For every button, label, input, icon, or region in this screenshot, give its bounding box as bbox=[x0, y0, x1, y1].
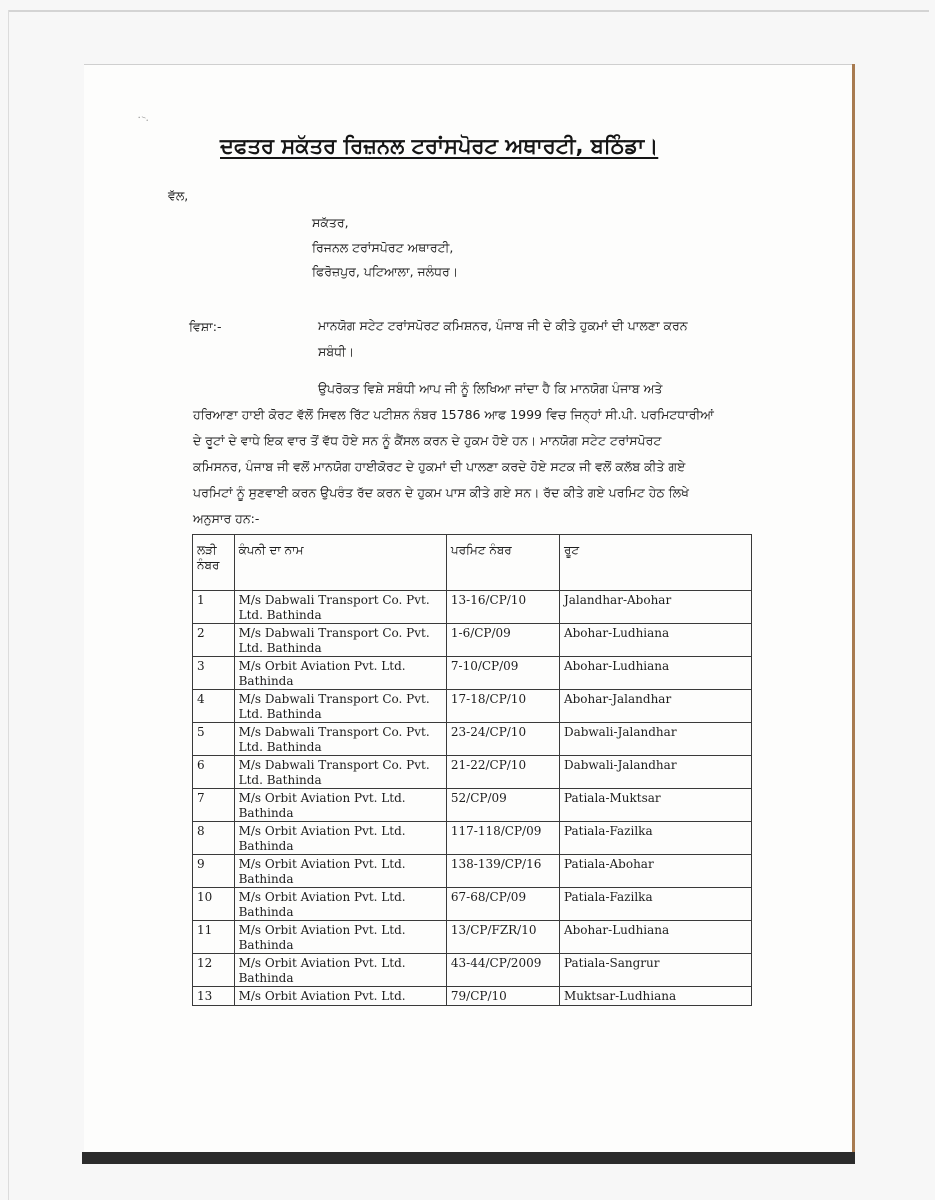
route-cell: Jalandhar-Abohar bbox=[559, 591, 751, 624]
table-row bbox=[193, 822, 752, 855]
route-cell: Abohar-Jalandhar bbox=[559, 690, 751, 723]
company-cell: M/s Orbit Aviation Pvt. Ltd. Bathinda bbox=[234, 954, 446, 987]
route-cell: Patiala-Abohar bbox=[559, 855, 751, 888]
address-line-2: ਰਿਜਨਲ ਟਰਾਂਸਪੋਰਟ ਅਥਾਰਟੀ, bbox=[312, 240, 454, 255]
route-cell: Muktsar-Ludhiana bbox=[559, 987, 751, 1006]
address-line-3: ਫਿਰੋਜ਼ਪੁਰ, ਪਟਿਆਲਾ, ਜਲੰਧਰ। bbox=[312, 264, 459, 279]
company-cell: M/s Dabwali Transport Co. Pvt. Ltd. Bathinda bbox=[234, 690, 446, 723]
company-cell: M/s Orbit Aviation Pvt. Ltd. Bathinda bbox=[234, 855, 446, 888]
table-body bbox=[193, 591, 752, 1006]
table-row bbox=[193, 954, 752, 987]
body-line-2: ਹਰਿਆਣਾ ਹਾਈ ਕੋਰਟ ਵੱਲੋਂ ਸਿਵਲ ਰਿੱਟ ਪਟੀਸ਼ਨ ਨੰਬਰ 15786 ਆਫ 1999 ਵਿਚ ਜਿਨ੍ਹਾਂ ਸੀ.ਪੀ. ਪਰਮਿਟਧਾਰੀਆਂ bbox=[193, 407, 714, 422]
subject-line-1: ਮਾਨਯੋਗ ਸਟੇਟ ਟਰਾਂਸਪੋਰਟ ਕਮਿਸ਼ਨਰ, ਪੰਜਾਬ ਜੀ ਦੇ ਕੀਤੇ ਹੁਕਮਾਂ ਦੀ ਪਾਲਣਾ ਕਰਨ bbox=[318, 318, 688, 333]
company-cell: M/s Orbit Aviation Pvt. Ltd. Bathinda bbox=[234, 888, 446, 921]
header-company-name: ਕੰਪਨੀ ਦਾ ਨਾਮ bbox=[234, 535, 446, 591]
permit-cell: 17-18/CP/10 bbox=[446, 690, 559, 723]
company-cell: M/s Dabwali Transport Co. Pvt. Ltd. Bathinda bbox=[234, 591, 446, 624]
table-row bbox=[193, 855, 752, 888]
route-cell: Abohar-Ludhiana bbox=[559, 921, 751, 954]
route-cell: Dabwali-Jalandhar bbox=[559, 723, 751, 756]
table-row bbox=[193, 690, 752, 723]
serial-cell: 8 bbox=[193, 822, 235, 855]
table-row bbox=[193, 921, 752, 954]
body-line-3: ਦੇ ਰੂਟਾਂ ਦੇ ਵਾਧੇ ਇਕ ਵਾਰ ਤੋਂ ਵੱਧ ਹੋਏ ਸਨ ਨੂੰ ਕੈਂਸਲ ਕਰਨ ਦੇ ਹੁਕਮ ਹੋਏ ਹਨ। ਮਾਨਯੋਗ ਸਟੇਟ ਟਰਾਂਸਪੋਰਟ bbox=[193, 433, 662, 448]
company-cell: M/s Dabwali Transport Co. Pvt. Ltd. Bathinda bbox=[234, 624, 446, 657]
company-cell: M/s Orbit Aviation Pvt. Ltd. Bathinda bbox=[234, 789, 446, 822]
letter-heading: ਦਫਤਰ ਸਕੱਤਰ ਰਿਜ਼ਨਲ ਟਰਾਂਸਪੋਰਟ ਅਥਾਰਟੀ, ਬਠਿੰਡਾ। bbox=[220, 134, 659, 158]
serial-cell: 5 bbox=[193, 723, 235, 756]
permit-cell: 79/CP/10 bbox=[446, 987, 559, 1006]
cancelled-permits-table bbox=[192, 534, 752, 1006]
company-cell: M/s Dabwali Transport Co. Pvt. Ltd. Bathinda bbox=[234, 756, 446, 789]
table-row bbox=[193, 723, 752, 756]
table-header-row bbox=[193, 535, 752, 591]
subject-label: ਵਿਸ਼ਾ:- bbox=[189, 319, 222, 334]
table-row bbox=[193, 624, 752, 657]
serial-cell: 13 bbox=[193, 987, 235, 1006]
to-label: ਵੱਲ, bbox=[168, 188, 189, 203]
route-cell: Patiala-Muktsar bbox=[559, 789, 751, 822]
table-row bbox=[193, 657, 752, 690]
serial-cell: 1 bbox=[193, 591, 235, 624]
route-cell: Patiala-Sangrur bbox=[559, 954, 751, 987]
serial-cell: 4 bbox=[193, 690, 235, 723]
route-cell: Abohar-Ludhiana bbox=[559, 624, 751, 657]
serial-cell: 7 bbox=[193, 789, 235, 822]
table-row bbox=[193, 756, 752, 789]
route-cell: Patiala-Fazilka bbox=[559, 822, 751, 855]
serial-cell: 10 bbox=[193, 888, 235, 921]
permit-cell: 13/CP/FZR/10 bbox=[446, 921, 559, 954]
page-bottom-shadow bbox=[82, 1152, 855, 1164]
permit-cell: 1-6/CP/09 bbox=[446, 624, 559, 657]
route-cell: Dabwali-Jalandhar bbox=[559, 756, 751, 789]
serial-cell: 6 bbox=[193, 756, 235, 789]
permit-cell: 21-22/CP/10 bbox=[446, 756, 559, 789]
body-line-6: ਅਨੁਸਾਰ ਹਨ:- bbox=[193, 511, 260, 526]
serial-cell: 11 bbox=[193, 921, 235, 954]
permit-cell: 52/CP/09 bbox=[446, 789, 559, 822]
body-line-4: ਕਮਿਸਨਰ, ਪੰਜਾਬ ਜੀ ਵਲੋਂ ਮਾਨਯੋਗ ਹਾਈਕੋਰਟ ਦੇ ਹੁਕਮਾਂ ਦੀ ਪਾਲਣਾ ਕਰਦੇ ਹੋਏ ਸਟਕ ਜੀ ਵਲੋਂ ਕਲੱਬ ਕੀਤੇ ਗਏ bbox=[193, 459, 686, 474]
header-route: ਰੂਟ bbox=[559, 535, 751, 591]
route-cell: Patiala-Fazilka bbox=[559, 888, 751, 921]
photo-left-edge bbox=[8, 10, 9, 1200]
body-line-5: ਪਰਮਿਟਾਂ ਨੂੰ ਸੁਣਵਾਈ ਕਰਨ ਉਪਰੰਤ ਰੱਦ ਕਰਨ ਦੇ ਹੁਕਮ ਪਾਸ ਕੀਤੇ ਗਏ ਸਨ। ਰੱਦ ਕੀਤੇ ਗਏ ਪਰਮਿਟ ਹੇਠ ਲਿਖੇ bbox=[193, 485, 689, 500]
subject-line-2: ਸਬੰਧੀ। bbox=[318, 344, 355, 359]
table-row bbox=[193, 789, 752, 822]
permit-cell: 138-139/CP/16 bbox=[446, 855, 559, 888]
table-row bbox=[193, 888, 752, 921]
body-paragraph bbox=[193, 376, 748, 532]
permit-cell: 117-118/CP/09 bbox=[446, 822, 559, 855]
permit-cell: 67-68/CP/09 bbox=[446, 888, 559, 921]
paper-smudge: ·⁻· bbox=[135, 112, 151, 127]
permit-cell: 23-24/CP/10 bbox=[446, 723, 559, 756]
photo-top-edge bbox=[8, 10, 929, 12]
serial-cell: 2 bbox=[193, 624, 235, 657]
serial-cell: 9 bbox=[193, 855, 235, 888]
permit-cell: 7-10/CP/09 bbox=[446, 657, 559, 690]
body-line-1: ਉਪਰੋਕਤ ਵਿਸ਼ੇ ਸਬੰਧੀ ਆਪ ਜੀ ਨੂੰ ਲਿਖਿਆ ਜਾਂਦਾ ਹੈ ਕਿ ਮਾਨਯੋਗ ਪੰਜਾਬ ਅਤੇ bbox=[318, 381, 663, 396]
company-cell: M/s Orbit Aviation Pvt. Ltd. Bathinda bbox=[234, 657, 446, 690]
company-cell: M/s Orbit Aviation Pvt. Ltd. Bathinda bbox=[234, 822, 446, 855]
company-cell: M/s Orbit Aviation Pvt. Ltd. bbox=[234, 987, 446, 1006]
serial-cell: 12 bbox=[193, 954, 235, 987]
permit-cell: 43-44/CP/2009 bbox=[446, 954, 559, 987]
permit-cell: 13-16/CP/10 bbox=[446, 591, 559, 624]
company-cell: M/s Orbit Aviation Pvt. Ltd. Bathinda bbox=[234, 921, 446, 954]
header-permit-number: ਪਰਮਿਟ ਨੰਬਰ bbox=[446, 535, 559, 591]
serial-cell: 3 bbox=[193, 657, 235, 690]
route-cell: Abohar-Ludhiana bbox=[559, 657, 751, 690]
company-cell: M/s Dabwali Transport Co. Pvt. Ltd. Bathinda bbox=[234, 723, 446, 756]
header-serial-number: ਲੜੀ ਨੰਬਰ bbox=[193, 535, 235, 591]
table-row bbox=[193, 987, 752, 1006]
table-row bbox=[193, 591, 752, 624]
address-line-1: ਸਕੱਤਰ, bbox=[312, 215, 349, 230]
